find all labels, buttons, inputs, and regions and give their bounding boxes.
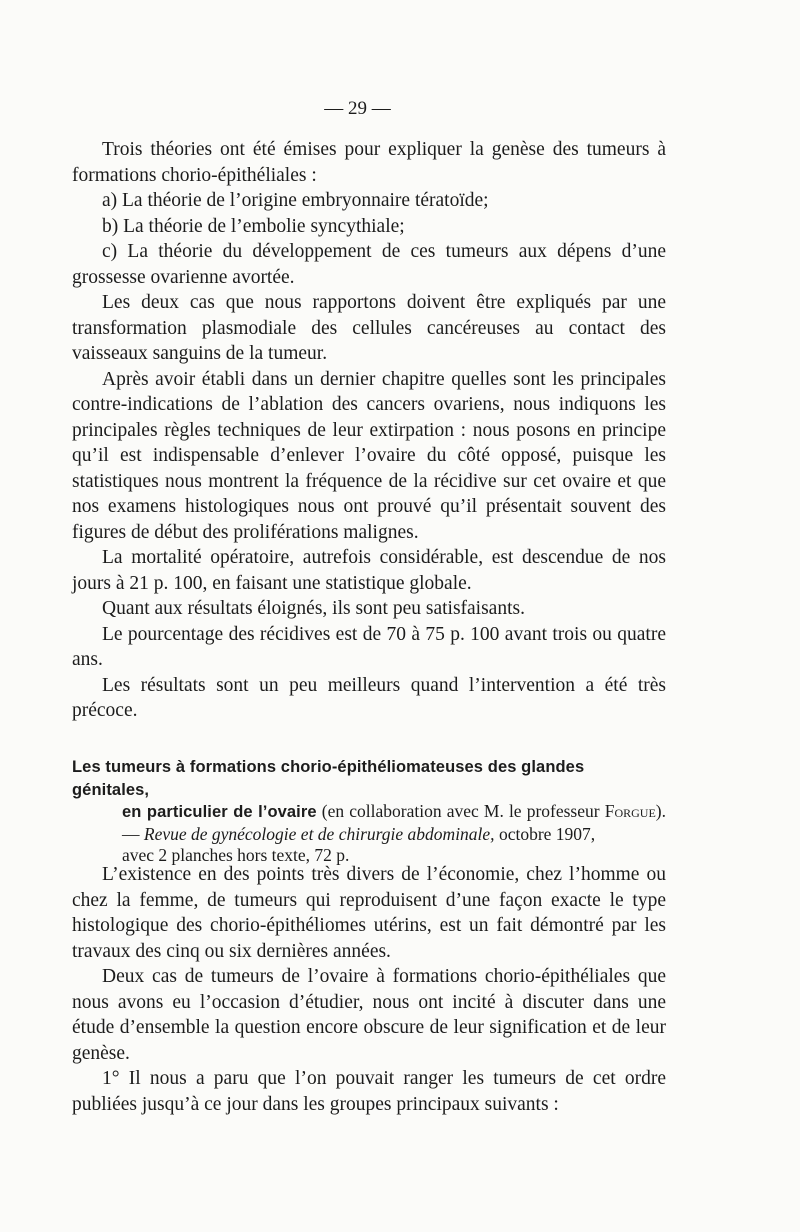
entry-journal: Revue de gynécologie et de chirurgie abdominale, (143, 823, 495, 844)
text-block-summary (72, 862, 666, 1117)
paragraph: La mortalité opératoire, autrefois considérable, est descendue de nos jours à 21 p. 100, en faisant une statistique globale. (72, 547, 666, 594)
paragraph: Le pourcentage des récidives est de 70 à 75 p. 100 avant trois ou quatre ans. (72, 623, 666, 670)
paragraph: Deux cas de tumeurs de l’ovaire à formations chorio-épithéliales que nous avons eu l’occasion d’étudier, nous ont incité à discuter dans une étude d’ensemble la question encore obscure de leur signification et de leur genèse. (72, 966, 666, 1064)
text-block-theories (72, 137, 666, 724)
bibliographic-entry (72, 756, 666, 867)
entry-separator: ). — (122, 801, 666, 844)
paragraph: a) La théorie de l’origine embryonnaire tératoïde; (102, 190, 489, 211)
paragraph: c) La théorie du développement de ces tumeurs aux dépens d’une grossesse ovarienne avortée. (72, 241, 666, 288)
entry-collaboration: (en collaboration avec M. le professeur (321, 801, 600, 821)
entry-details (72, 801, 666, 867)
entry-author: Forgue (604, 801, 656, 821)
entry-title-continued: en particulier de l’ovaire (122, 803, 317, 821)
paragraph: Trois théories ont été émises pour expliquer la genèse des tumeurs à formations chorio-épithéliales : (72, 139, 666, 186)
paragraph: Les résultats sont un peu meilleurs quand l’intervention a été très précoce. (72, 674, 666, 721)
paragraph: b) La théorie de l’embolie syncythiale; (102, 215, 405, 237)
entry-date: octobre 1907, (494, 823, 596, 844)
paragraph: 1° Il nous a paru que l’on pouvait ranger les tumeurs de cet ordre publiées jusqu’à ce jour dans les groupes principaux suivants : (72, 1068, 666, 1115)
paragraph: Après avoir établi dans un dernier chapitre quelles sont les principales contre-indications de l’ablation des cancers ovariens, nous indiquons les principales règles techniques de leur extirpation : nous posons en principe qu’il est indispensable d’enlever l’ovaire du côté opposé, puisque les statistiques nous montrent la fréquence de la récidive sur cet ovaire et que nos examens histologiques nous ont prouvé qu’il présentait souvent des figures de début des proliférations malignes. (72, 368, 666, 543)
paragraph: L’existence en des points très divers de l’économie, chez l’homme ou chez la femme, de tumeurs qui reproduisent d’une façon exacte le type histologique des chorio-épithéliomes utérins, est un fait démontré par les travaux des cinq ou six dernières années. (72, 864, 666, 962)
entry-title: Les tumeurs à formations chorio-épithéliomateuses des glandes génitales, (72, 758, 585, 799)
entry-extent: avec 2 planches hors texte, 72 p. (122, 845, 350, 865)
paragraph: Quant aux résultats éloignés, ils sont peu satisfaisants. (102, 598, 525, 619)
paragraph: Les deux cas que nous rapportons doivent être expliqués par une transformation plasmodiale des cellules cancéreuses au contact des vaisseaux sanguins de la tumeur. (72, 292, 666, 364)
page-number: — 29 — (324, 98, 391, 119)
